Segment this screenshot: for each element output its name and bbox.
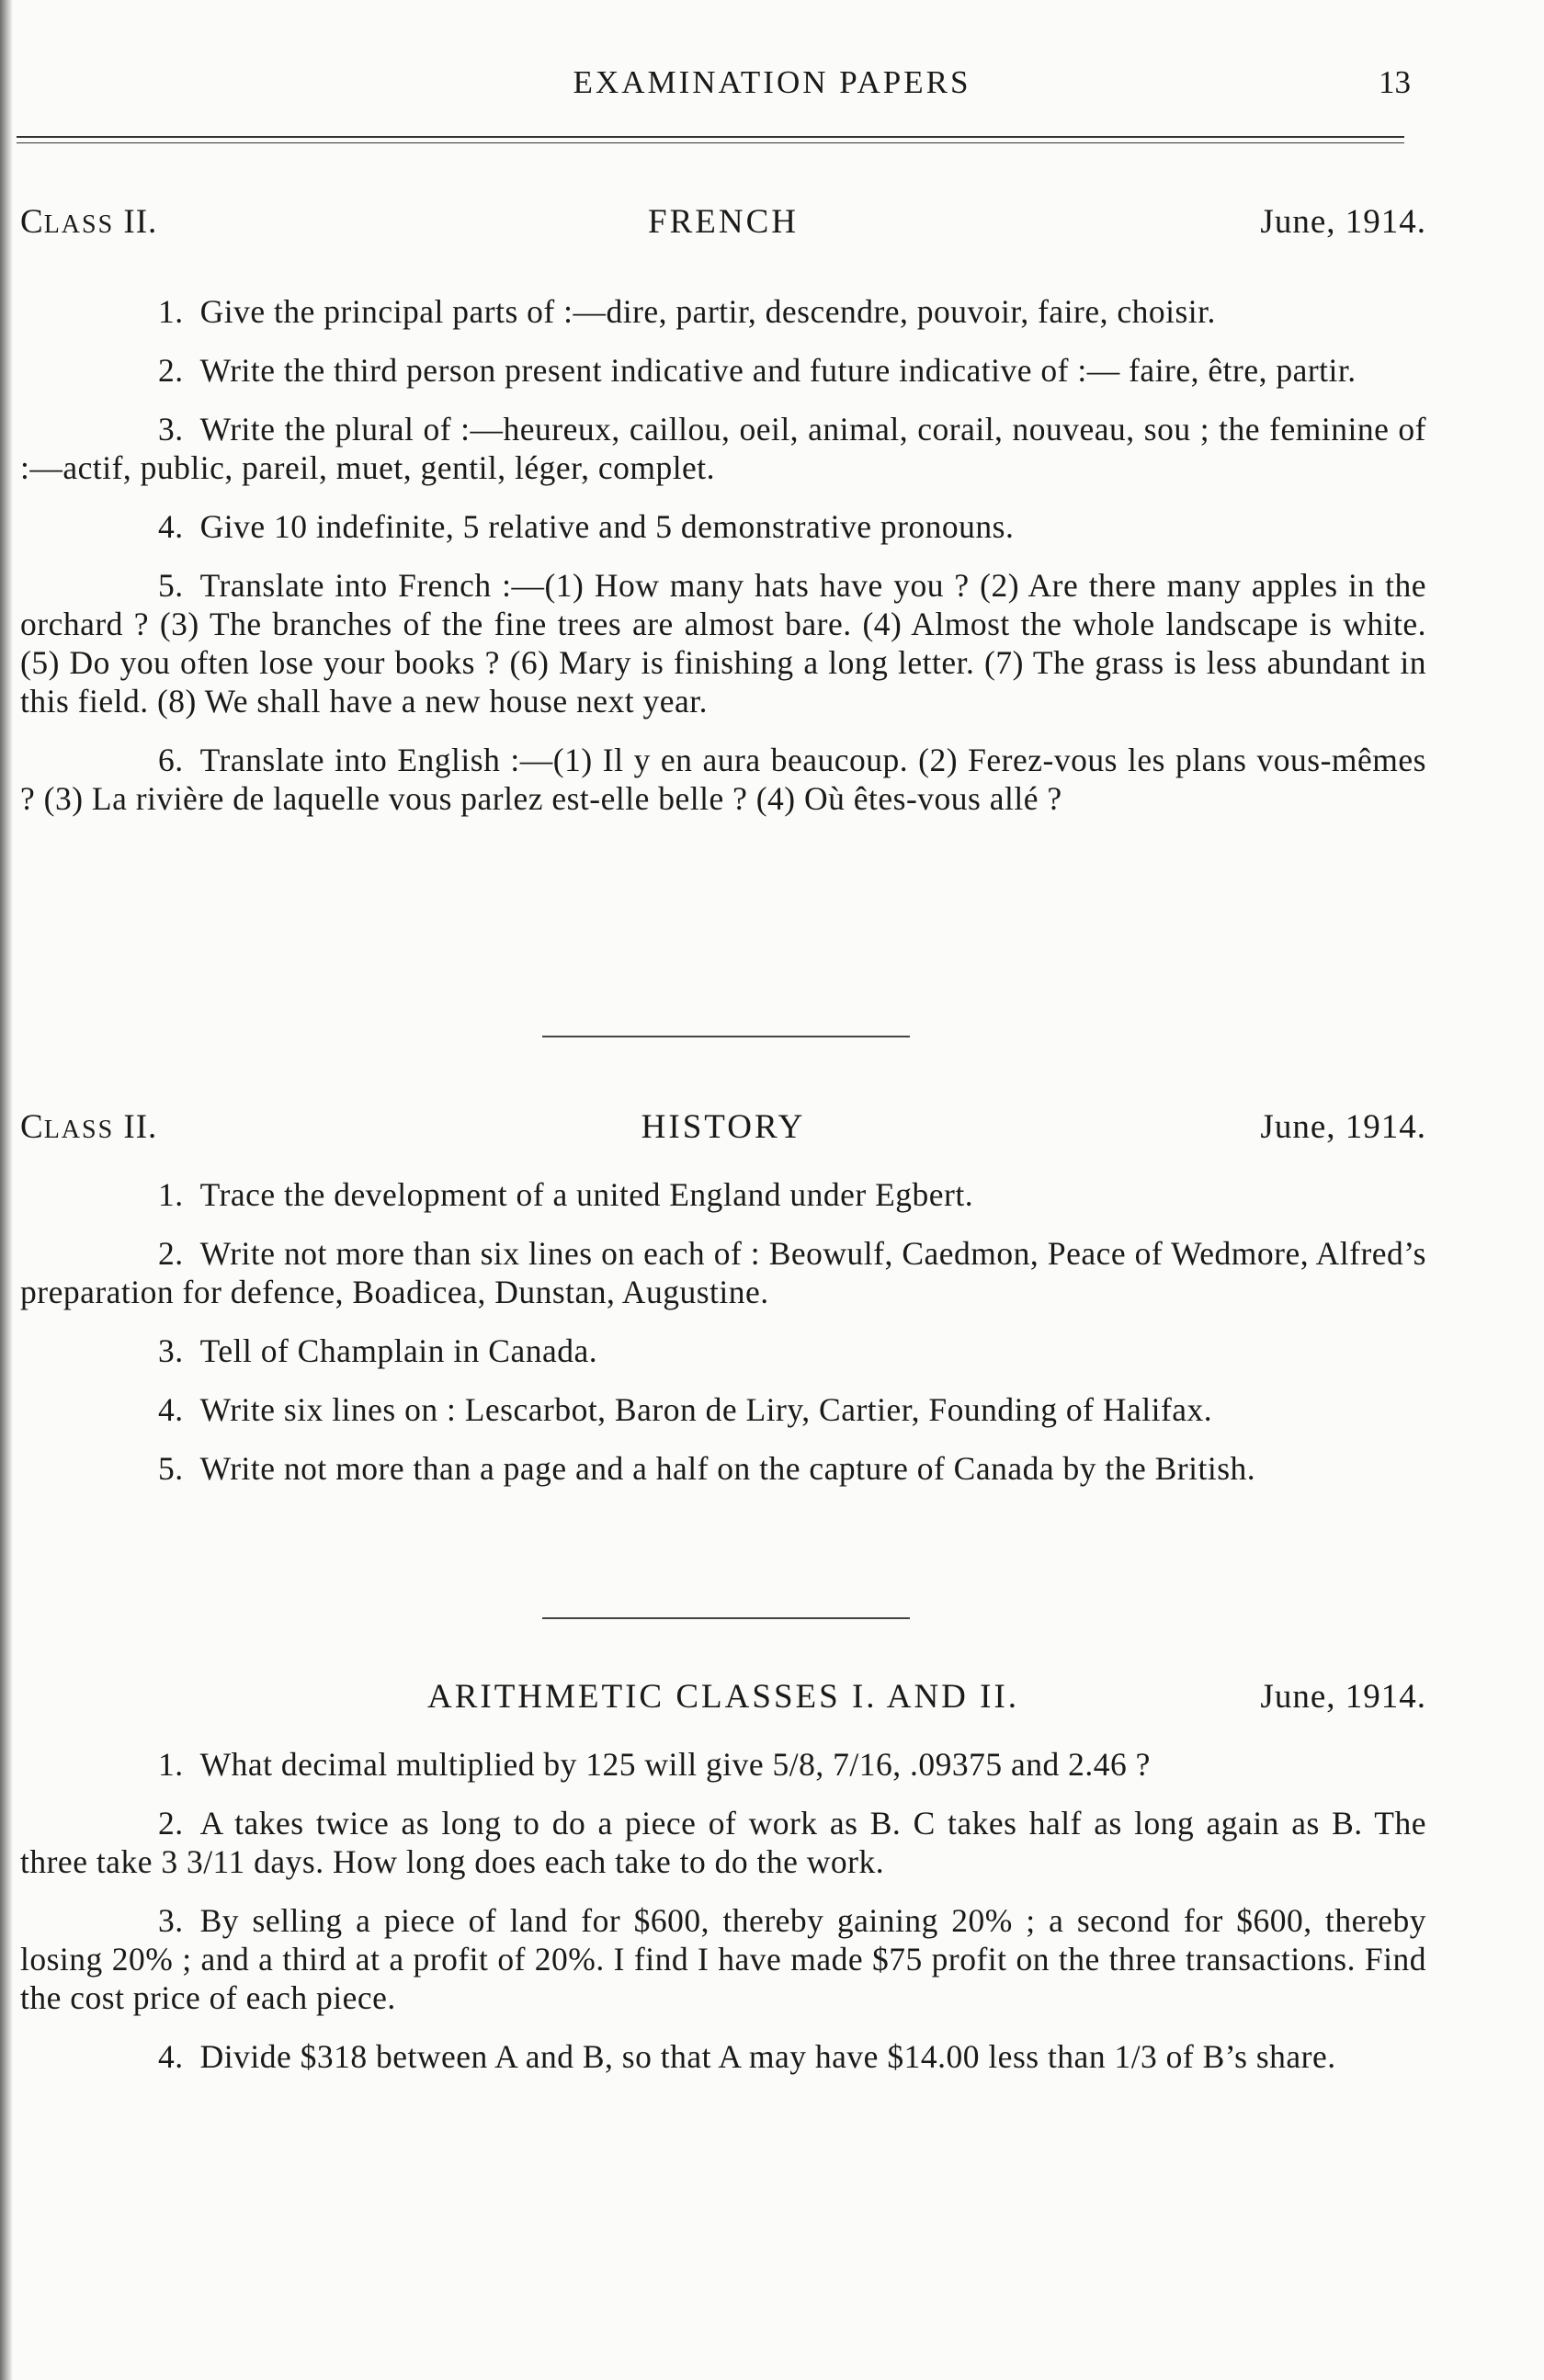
section-french [20,202,1426,838]
exam-date: June, 1914. [1260,1108,1426,1146]
section-heading [20,1677,1426,1725]
subject-title: FRENCH [648,203,799,241]
section-separator [542,1036,910,1037]
header-rule [17,136,1404,143]
class-label: CLASS II. [20,1108,158,1146]
class-label: CLASS II. [20,203,158,241]
question: 4. Divide $318 between A and B, so that A may have $14.00 less than 1/3 of B’s share. [158,2038,1336,2075]
section-heading [20,202,1426,250]
running-header [0,64,1544,110]
question: 2. Write the third person present indicative and future indicative of :— faire, être, partir. [158,352,1357,389]
section-heading [20,1107,1426,1155]
section-arithmetic [20,1677,1426,2096]
subject-title: HISTORY [641,1108,806,1146]
running-title: EXAMINATION PAPERS [573,64,971,100]
binding-shadow [0,0,13,2380]
subject-title: ARITHMETIC CLASSES I. AND II. [426,1678,1020,1716]
question: 4. Give 10 indefinite, 5 relative and 5 demonstrative pronouns. [158,508,1015,545]
question: 3. Tell of Champlain in Canada. [158,1332,598,1369]
question: 5. Translate into French :—(1) How many hats have you ? (2) Are there many apples in the orchard ? (3) The branches of the fine trees are almost bare. (4) Almost the whole landscape is white. (5) Do you often lose your books ? (6) Mary is finishing a long letter. (7) The grass is less abundant in this field. (8) We shall have a new house next year. [20,567,1426,720]
question: 1. What decimal multiplied by 125 will give 5/8, 7/16, .09375 and 2.46 ? [158,1746,1151,1783]
question: 1. Give the principal parts of :—dire, partir, descendre, pouvoir, faire, choisir. [158,293,1216,330]
question: 6. Translate into English :—(1) Il y en aura beaucoup. (2) Ferez-vous les plans vous-mêmes ? (3) La rivière de laquelle vous parlez est-elle belle ? (4) Où êtes-vous allé ? [20,742,1426,817]
section-separator [542,1617,910,1619]
question: 1. Trace the development of a united England under Egbert. [158,1176,974,1213]
exam-date: June, 1914. [1260,203,1426,241]
exam-date: June, 1914. [1260,1678,1426,1716]
question: 3. By selling a piece of land for $600, thereby gaining 20% ; a second for $600, thereby losing 20% ; and a third at a profit of 20%. I find I have made $75 profit on the three transactions. Find the cost price of each piece. [20,1902,1426,2016]
question: 2. A takes twice as long to do a piece of work as B. C takes half as long again as B. The three take 3 3/11 days. How long does each take to do the work. [20,1805,1426,1880]
question: 4. Write six lines on : Lescarbot, Baron de Liry, Cartier, Founding of Halifax. [158,1391,1213,1428]
question: 3. Write the plural of :—heureux, caillou, oeil, animal, corail, nouveau, sou ; the feminine of :—actif, public, pareil, muet, gentil, léger, complet. [20,411,1426,486]
page-number: 13 [1379,64,1411,100]
question: 2. Write not more than six lines on each of : Beowulf, Caedmon, Peace of Wedmore, Alfred’s preparation for defence, Boadicea, Dunstan, Augustine. [20,1235,1426,1310]
question: 5. Write not more than a page and a half on the capture of Canada by the British. [158,1450,1256,1487]
section-history [20,1107,1426,1508]
